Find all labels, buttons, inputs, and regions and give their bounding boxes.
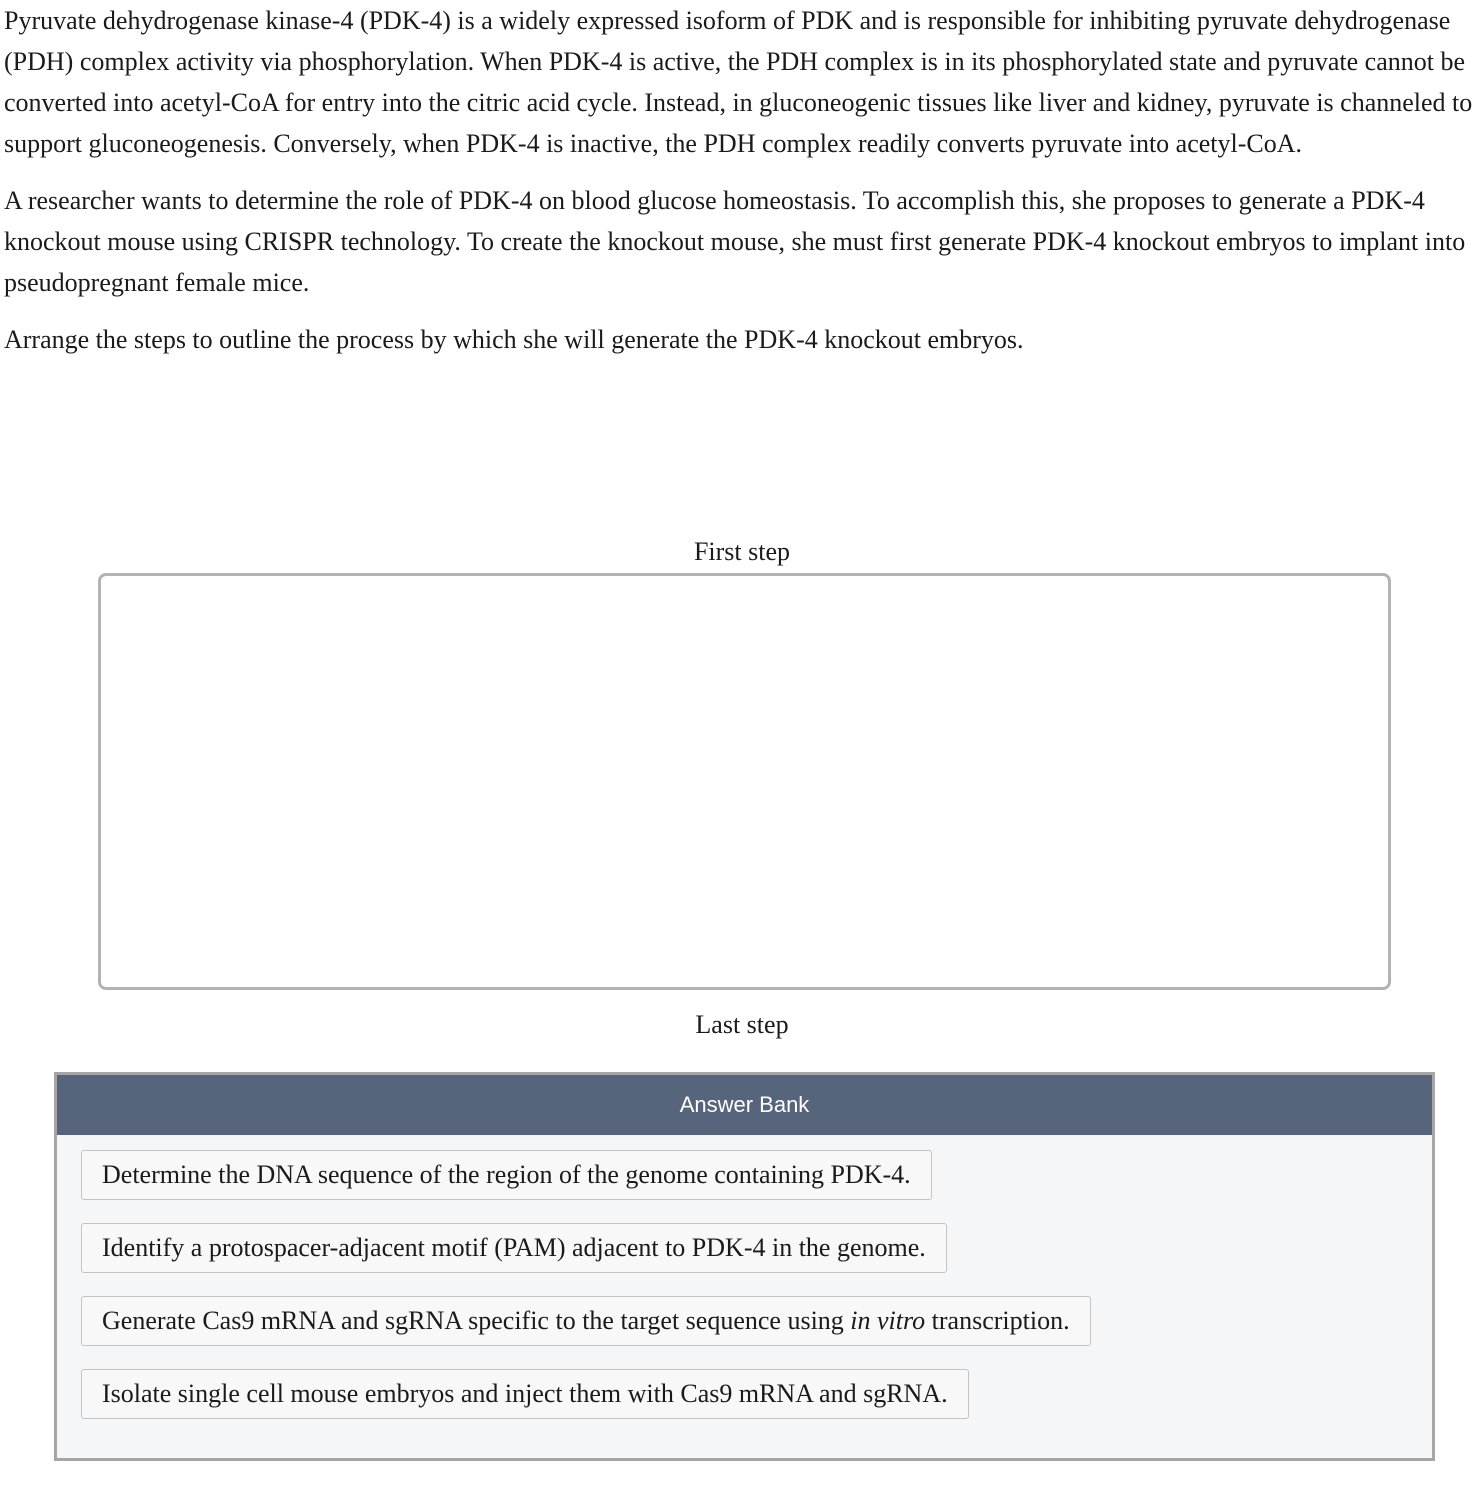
answer-tile-inject-embryos[interactable]: Isolate single cell mouse embryos and inject them with Cas9 mRNA and sgRNA. bbox=[81, 1369, 969, 1419]
tile-text-before: Generate Cas9 mRNA and sgRNA specific to the target sequence using bbox=[102, 1306, 851, 1335]
answer-bank-header: Answer Bank bbox=[57, 1075, 1432, 1135]
answer-tile-identify-pam[interactable]: Identify a protospacer-adjacent motif (PAM) adjacent to PDK-4 in the genome. bbox=[81, 1223, 947, 1273]
answer-tile-sequence-region[interactable]: Determine the DNA sequence of the region of the genome containing PDK-4. bbox=[81, 1150, 932, 1200]
passage-paragraph-3: Arrange the steps to outline the process by which she will generate the PDK-4 knockout embryos. bbox=[4, 325, 1024, 354]
passage-paragraph-2: A researcher wants to determine the role of PDK-4 on blood glucose homeostasis. To accomplish this, she proposes to generate a PDK-4 knockout mouse using CRISPR technology. To create the knockout mouse, she must first generate PDK-4 knockout embryos to implant into pseudopregnant female mice. bbox=[4, 186, 1466, 297]
passage-paragraph-1: Pyruvate dehydrogenase kinase-4 (PDK-4) is a widely expressed isoform of PDK and is responsible for inhibiting pyruvate dehydrogenase (PDH) complex activity via phosphorylation. When PDK-4 is active, the PDH complex is in its phosphorylated state and pyruvate cannot be converted into acetyl-CoA for entry into the citric acid cycle. Instead, in gluconeogenic tissues like liver and kidney, pyruvate is channeled to support gluconeogenesis. Conversely, when PDK-4 is inactive, the PDH complex readily converts pyruvate into acetyl-CoA. bbox=[4, 6, 1473, 158]
ordering-drop-zone[interactable] bbox=[98, 573, 1391, 990]
question-passage bbox=[4, 0, 1480, 376]
tile-text-italic: in vitro bbox=[850, 1306, 926, 1335]
tile-text-after: transcription. bbox=[925, 1306, 1070, 1335]
answer-tile-generate-cas9[interactable] bbox=[81, 1296, 1091, 1346]
first-step-label: First step bbox=[693, 537, 791, 566]
last-step-label: Last step bbox=[695, 1010, 789, 1039]
answer-bank-items bbox=[81, 1150, 1091, 1442]
answer-bank bbox=[54, 1072, 1435, 1461]
